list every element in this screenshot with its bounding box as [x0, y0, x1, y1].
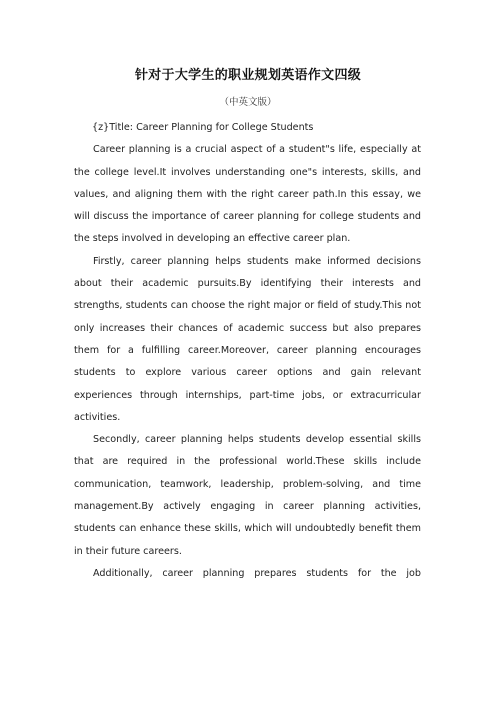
paragraph-2: Firstly, career planning helps students make informed decisions about their academic pursuits.By identifying their interests and strengths, students can choose the right major or field of study.This not only increases their chances of academic success but also prepares them for a fulfilling career.Moreover, career planning encourages students to explore various career options and gain relevant experiences through internships, part-time jobs, or extracurricular activities.: [74, 255, 421, 423]
document-body: [74, 117, 421, 585]
document-title: 针对于大学生的职业规划英语作文四级: [134, 68, 362, 83]
paragraph-1: Career planning is a crucial aspect of a student"s life, especially at the college level.It involves understanding one"s interests, skills, and values, and aligning them with the right career path.In this essay, we will discuss the importance of career planning for college students and the steps involved in developing an effective career plan.: [74, 144, 421, 245]
paragraph-4: Additionally, career planning prepares students for the job: [93, 567, 421, 579]
essay-heading: {z}Title: Career Planning for College Students: [92, 122, 314, 133]
document-subtitle: （中英文版）: [219, 97, 277, 108]
paragraph-3: Secondly, career planning helps students develop essential skills that are required in the professional world.These skills include communication, teamwork, leadership, problem-solving, and time management.By actively engaging in career planning activities, students can enhance these skills, which will undoubtedly benefit them in their future careers.: [74, 434, 421, 557]
